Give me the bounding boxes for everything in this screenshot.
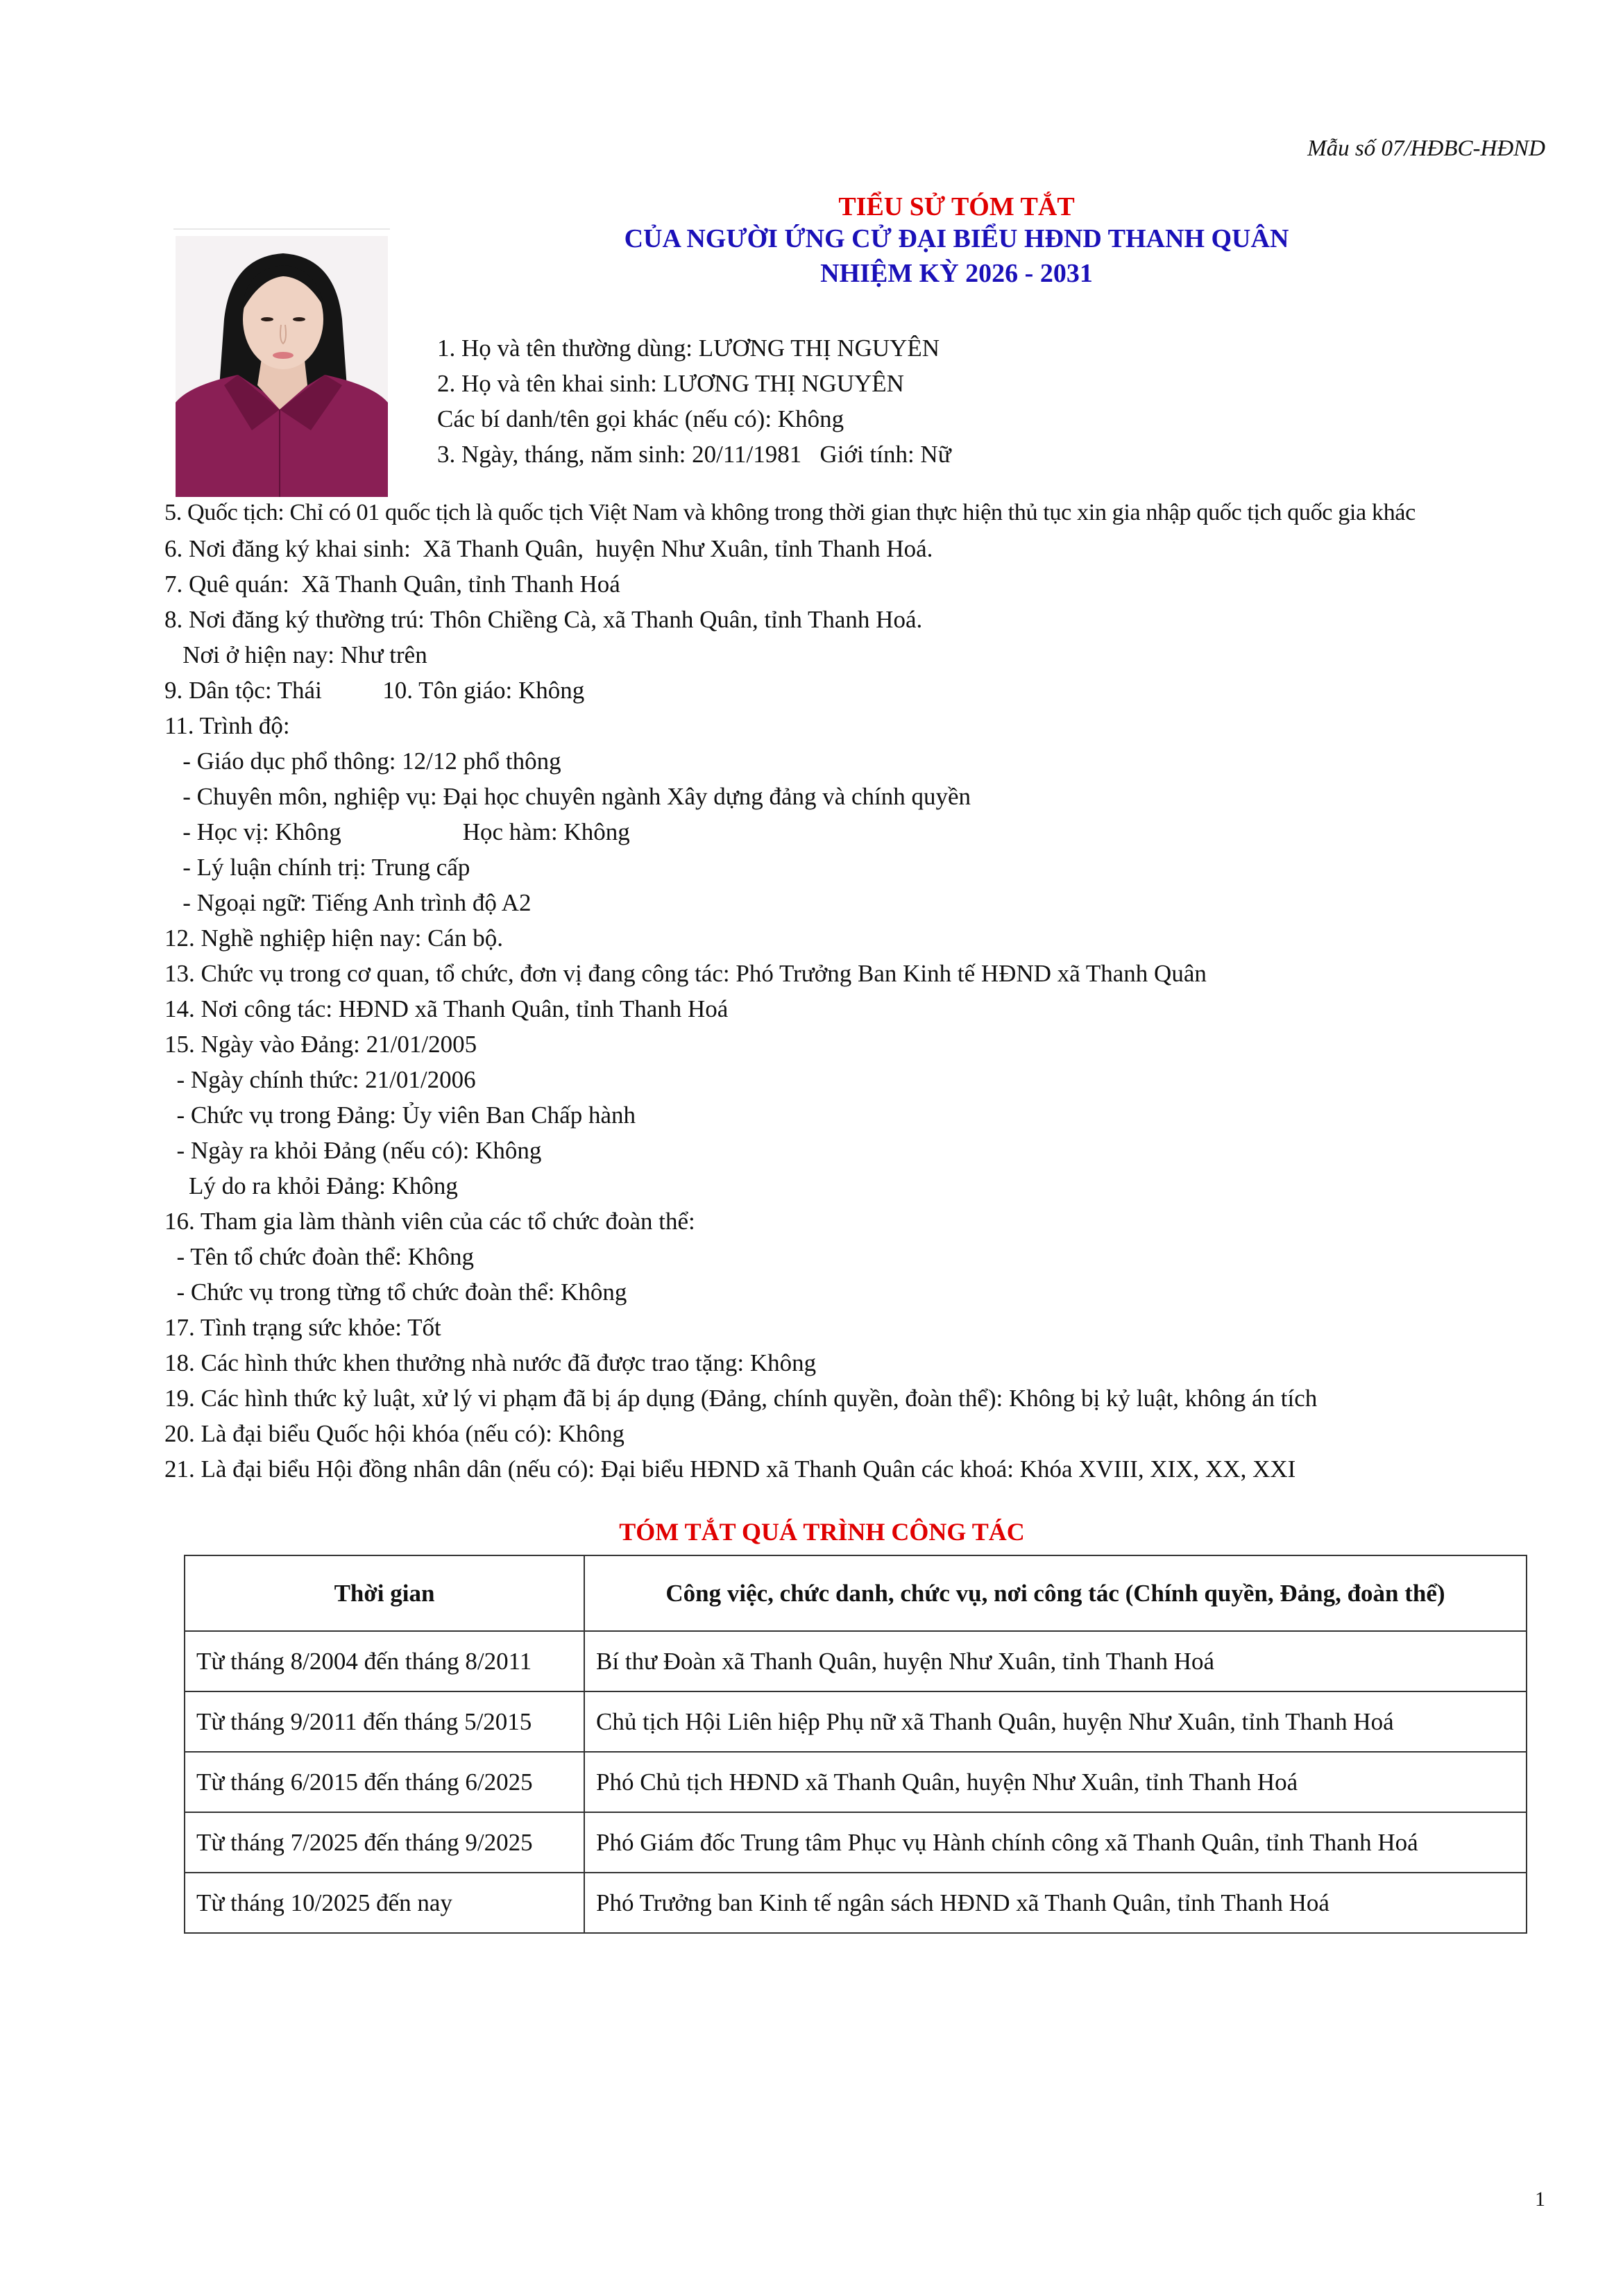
mass-organizations-heading: 16. Tham gia làm thành viên của các tổ chức đoàn thể: [164,1208,695,1235]
current-position: 13. Chức vụ trong cơ quan, tổ chức, đơn vị đang công tác: Phó Trưởng Ban Kinh tế HĐND xã Thanh Quân [164,960,1207,987]
ethnicity-religion: 9. Dân tộc: Thái 10. Tôn giáo: Không [164,677,585,704]
period-cell: Từ tháng 9/2011 đến tháng 5/2015 [185,1691,584,1752]
aliases [437,407,844,431]
party-position: - Chức vụ trong Đảng: Ủy viên Ban Chấp hành [164,1101,636,1129]
current-occupation: 12. Nghề nghiệp hiện nay: Cán bộ. [164,925,503,952]
mass-organization-position: - Chức vụ trong từng tổ chức đoàn thể: Không [164,1278,627,1306]
health-status: 17. Tình trạng sức khỏe: Tốt [164,1314,441,1341]
work-history-table [184,1555,1527,1934]
birth-registration-place: 6. Nơi đăng ký khai sinh: Xã Thanh Quân, huyện Như Xuân, tỉnh Thanh Hoá. [164,535,933,562]
education-heading: 11. Trình độ: [164,712,290,739]
position-cell: Phó Chủ tịch HĐND xã Thanh Quân, huyện Như Xuân, tỉnh Thanh Hoá [584,1752,1527,1812]
birth-name: 2. Họ và tên khai sinh: LƯƠNG THỊ NGUYÊN [437,370,904,397]
general-education: - Giáo dục phổ thông: 12/12 phổ thông [164,748,561,775]
permanent-residence: 8. Nơi đăng ký thường trú: Thôn Chiềng Cà, xã Thanh Quân, tỉnh Thanh Hoá. [164,606,923,633]
current-residence: Nơi ở hiện nay: Như trên [164,641,427,668]
workplace: 14. Nơi công tác: HĐND xã Thanh Quân, tỉnh Thanh Hoá [164,995,729,1022]
peoples-council-deputy: 21. Là đại biểu Hội đồng nhân dân (nếu có): Đại biểu HĐND xã Thanh Quân các khoá: Khóa XVIII, XIX, XX, XXI [164,1455,1296,1483]
photo-divider [173,228,390,230]
table-row [185,1631,1527,1691]
position-cell: Phó Trưởng ban Kinh tế ngân sách HĐND xã Thanh Quân, tỉnh Thanh Hoá [584,1873,1527,1933]
work-history-title: TÓM TẮT QUÁ TRÌNH CÔNG TÁC [619,1518,1025,1546]
nationality: 5. Quốc tịch: Chỉ có 01 quốc tịch là quốc tịch Việt Nam và không trong thời gian thực hiện thủ tục xin gia nhập quốc tịch quốc gia khác [164,500,1416,525]
column-header-position: Công việc, chức danh, chức vụ, nơi công tác (Chính quyền, Đảng, đoàn thể) [584,1555,1527,1631]
foreign-language: - Ngoại ngữ: Tiếng Anh trình độ A2 [164,889,532,916]
form-number: Mẫu số 07/HĐBC-HĐND [1307,136,1545,161]
table-header-row [185,1555,1527,1631]
table-row [185,1752,1527,1812]
page-number: 1 [1535,2188,1545,2211]
period-cell: Từ tháng 6/2015 đến tháng 6/2025 [185,1752,584,1812]
document-title: TIỂU SỬ TÓM TẮT [838,192,1075,221]
document-subtitle: CỦA NGƯỜI ỨNG CỬ ĐẠI BIỂU HĐND THANH QUÂN [624,224,1289,253]
position-cell: Chủ tịch Hội Liên hiệp Phụ nữ xã Thanh Quân, huyện Như Xuân, tỉnh Thanh Hoá [584,1691,1527,1752]
column-header-period: Thời gian [185,1555,584,1631]
professional-qualification: - Chuyên môn, nghiệp vụ: Đại học chuyên ngành Xây dựng đảng và chính quyền [164,783,971,810]
party-leave-reason: Lý do ra khỏi Đảng: Không [164,1172,458,1199]
table-row [185,1691,1527,1752]
common-name: 1. Họ và tên thường dùng: LƯƠNG THỊ NGUYÊN [437,335,940,362]
party-official-date: - Ngày chính thức: 21/01/2006 [164,1066,476,1093]
period-cell: Từ tháng 8/2004 đến tháng 8/2011 [185,1631,584,1691]
academic-degree-title: - Học vị: Không Học hàm: Không [164,818,630,845]
table-row [185,1873,1527,1933]
hometown: 7. Quê quán: Xã Thanh Quân, tỉnh Thanh Hoá [164,571,620,598]
period-cell: Từ tháng 7/2025 đến tháng 9/2025 [185,1812,584,1873]
position-cell: Bí thư Đoàn xã Thanh Quân, huyện Như Xuân, tỉnh Thanh Hoá [584,1631,1527,1691]
state-awards: 18. Các hình thức khen thưởng nhà nước đã được trao tặng: Không [164,1349,817,1376]
party-leave-date: - Ngày ra khỏi Đảng (nếu có): Không [164,1137,542,1164]
table-row [185,1812,1527,1873]
national-assembly-deputy: 20. Là đại biểu Quốc hội khóa (nếu có): Không [164,1420,624,1447]
political-theory: - Lý luận chính trị: Trung cấp [164,854,470,881]
period-cell: Từ tháng 10/2025 đến nay [185,1873,584,1933]
party-join-date: 15. Ngày vào Đảng: 21/01/2005 [164,1031,477,1058]
position-cell: Phó Giám đốc Trung tâm Phục vụ Hành chính công xã Thanh Quân, tỉnh Thanh Hoá [584,1812,1527,1873]
mass-organization-name: - Tên tổ chức đoàn thể: Không [164,1243,474,1270]
portrait-photo [176,236,388,497]
term-period: NHIỆM KỲ 2026 - 2031 [820,259,1093,288]
disciplinary-record: 19. Các hình thức kỷ luật, xử lý vi phạm đã bị áp dụng (Đảng, chính quyền, đoàn thể): Không bị kỷ luật, không án tích [164,1385,1318,1412]
aliases-text: Các bí danh/tên gọi khác (nếu có): Không [437,405,844,432]
birth-date-gender: 3. Ngày, tháng, năm sinh: 20/11/1981 Giới tính: Nữ [437,441,951,468]
